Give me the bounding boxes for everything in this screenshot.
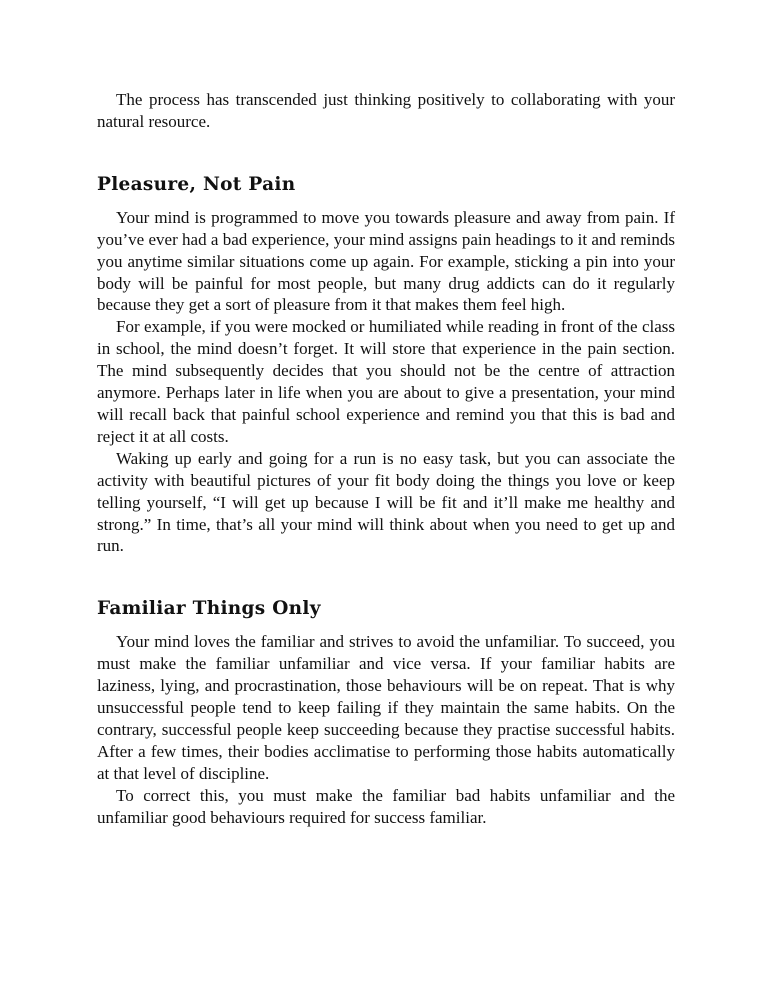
section-heading-pleasure-not-pain: Pleasure, Not Pain: [97, 173, 296, 195]
intro-paragraph: The process has transcended just thinking positively to collaborating with your natural resource.: [97, 90, 675, 131]
body-paragraph: Waking up early and going for a run is no easy task, but you can associate the activity with beautiful pictures of your fit body doing the things you love or keep telling yourself, “I will get up because I will be fit and it’ll make me healthy and strong.” In time, that’s all your mind will think about when you need to get up and run.: [97, 448, 675, 556]
body-paragraph: To correct this, you must make the familiar bad habits unfamiliar and the unfamiliar good behaviours required for success familiar.: [97, 785, 675, 827]
body-paragraph: Your mind loves the familiar and strives to avoid the unfamiliar. To succeed, you must make the familiar unfamiliar and vice versa. If your familiar habits are laziness, lying, and procrastination, those behaviours will be on repeat. That is why unsuccessful people tend to keep failing if they maintain the same habits. On the contrary, successful people keep succeeding because they practise successful habits. After a few times, their bodies acclimatise to performing those habits automatically at that level of discipline.: [97, 632, 675, 783]
body-paragraph: Your mind is programmed to move you towards pleasure and away from pain. If you’ve ever had a bad experience, your mind assigns pain headings to it and reminds you anytime similar situations come up again. For example, sticking a pin into your body will be painful for most people, but many drug addicts can do it regularly because they get a sort of pleasure from it that makes them feel high.: [97, 207, 675, 315]
document-page: [97, 89, 675, 828]
body-paragraph: For example, if you were mocked or humiliated while reading in front of the class in school, the mind doesn’t forget. It will store that experience in the pain section. The mind subsequently decides that you should not be the centre of attraction anymore. Perhaps later in life when you are about to give a presentation, your mind will recall back that painful school experience and remind you that this is bad and reject it at all costs.: [97, 317, 675, 446]
section-heading-familiar-things-only: Familiar Things Only: [97, 598, 321, 620]
